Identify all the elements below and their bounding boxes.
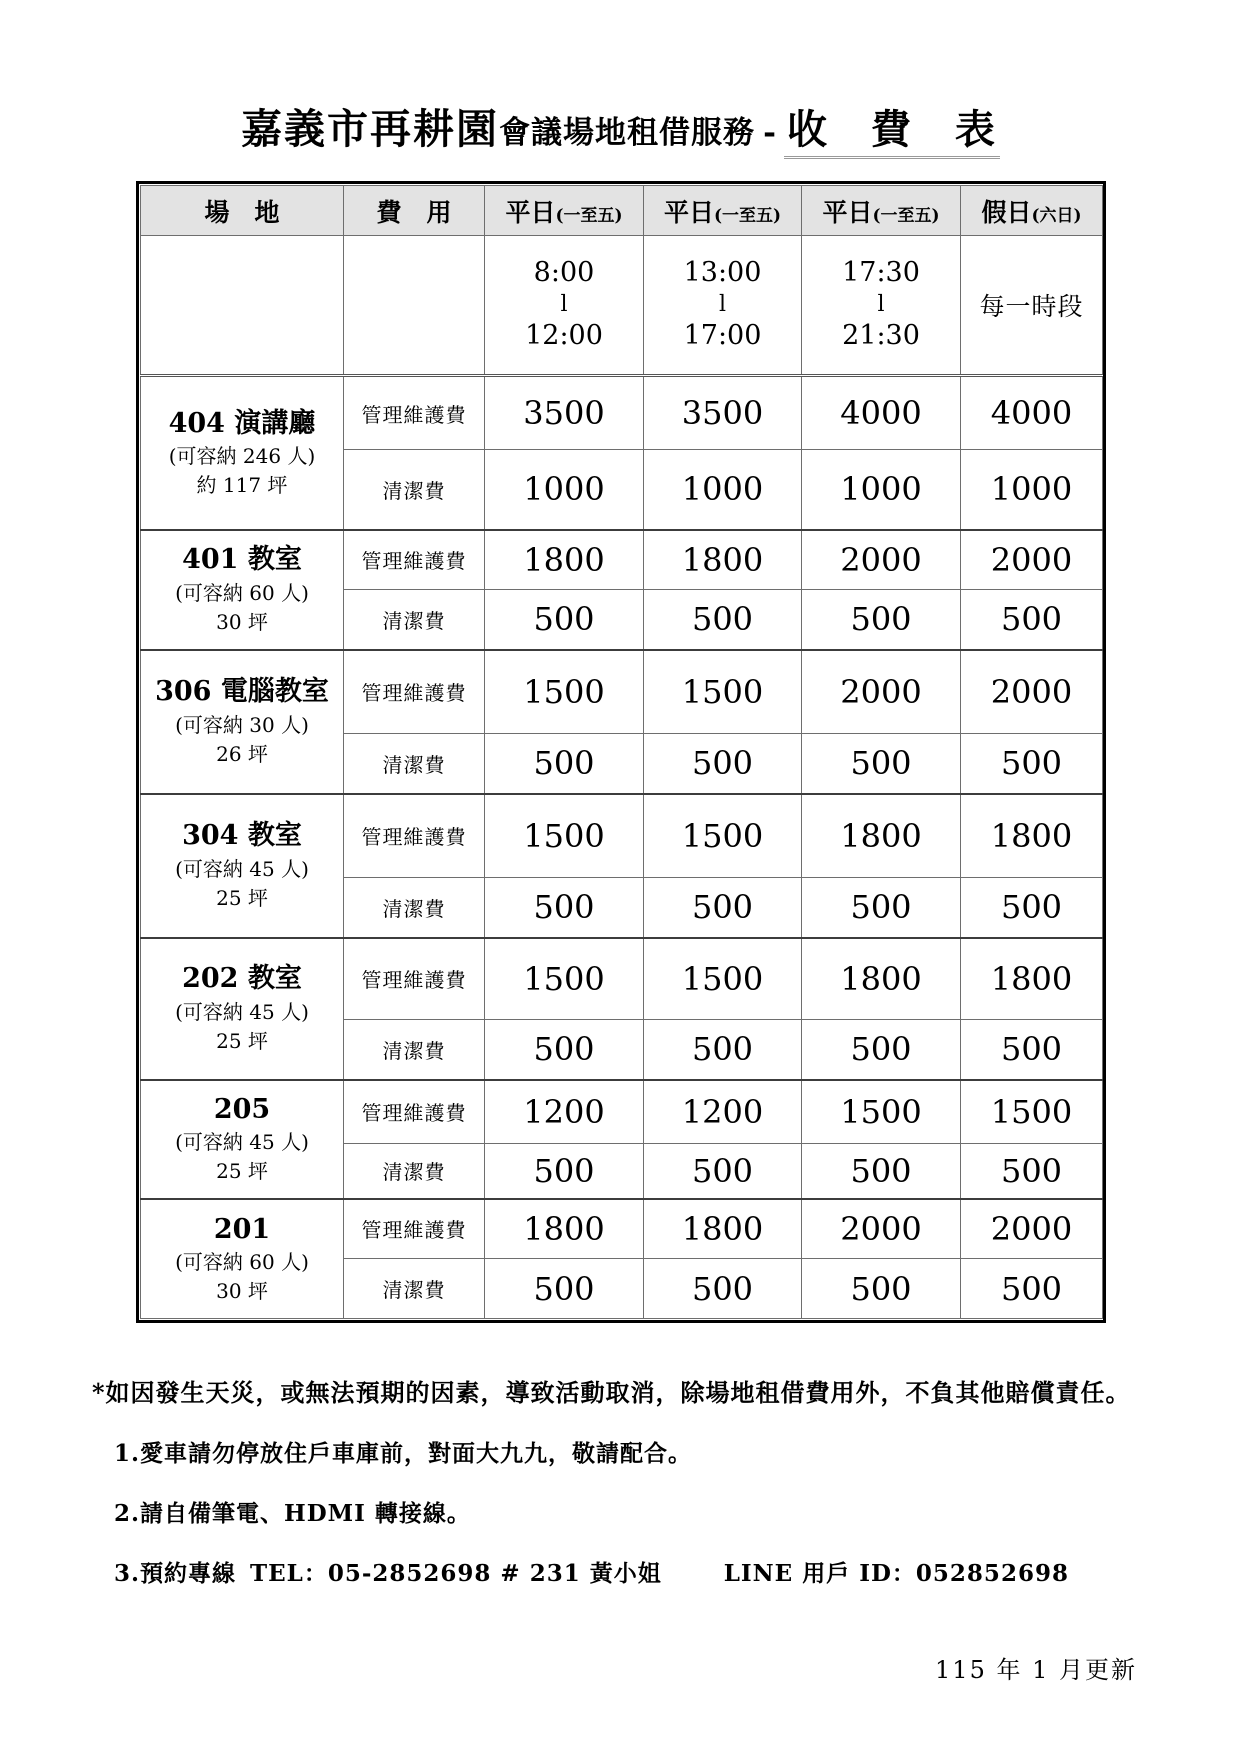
fee-type-label: 管理維護費 xyxy=(344,1199,485,1259)
time-slot-afternoon xyxy=(644,236,802,376)
holiday-slot-label: 每一時段 xyxy=(979,292,1084,321)
fee-type-label: 管理維護費 xyxy=(344,794,485,878)
header-holiday-sub: (六日) xyxy=(1031,205,1082,226)
price-cell: 500 xyxy=(485,590,644,650)
price-cell: 500 xyxy=(485,1020,644,1080)
time-end: 12:00 xyxy=(525,320,603,352)
update-date: 115 年 1 月更新 xyxy=(935,1656,1137,1684)
room-name: 201 xyxy=(213,1213,271,1245)
venue-cell-404 xyxy=(141,376,344,530)
room-name: 401 教室 xyxy=(182,544,302,576)
room-area: 26 坪 xyxy=(216,741,268,766)
room-area: 25 坪 xyxy=(216,1028,268,1053)
price-cell: 500 xyxy=(802,878,961,938)
fee-type-label: 清潔費 xyxy=(344,590,485,650)
price-cell: 500 xyxy=(644,1144,802,1199)
room-area: 30 坪 xyxy=(216,1278,268,1303)
booking-phone: TEL：05-2852698 # 231 黃小姐 xyxy=(250,1560,662,1587)
time-slot-row xyxy=(141,236,1103,376)
price-cell: 1000 xyxy=(485,450,644,530)
price-cell: 500 xyxy=(485,878,644,938)
price-cell: 4000 xyxy=(802,376,961,450)
price-cell: 1200 xyxy=(644,1080,802,1144)
fee-type-label: 清潔費 xyxy=(344,734,485,794)
time-empty-fee xyxy=(344,236,485,376)
title-organization: 嘉義市再耕園 xyxy=(241,105,500,153)
price-cell: 500 xyxy=(802,1144,961,1199)
price-cell: 500 xyxy=(961,878,1103,938)
disclaimer-note: *如因發生天災，或無法預期的因素，導致活動取消，除場地租借費用外，不負其他賠償責任。 xyxy=(92,1378,1131,1407)
room-area: 30 坪 xyxy=(216,609,268,634)
price-cell: 500 xyxy=(961,1259,1103,1319)
room-name: 205 xyxy=(213,1093,271,1125)
price-cell: 1800 xyxy=(961,938,1103,1020)
header-weekday-3-sub: (一至五) xyxy=(872,205,940,226)
header-fee: 費 用 xyxy=(344,186,485,236)
price-cell: 1500 xyxy=(485,938,644,1020)
price-cell: 1800 xyxy=(485,1199,644,1259)
title-service: 會議場地租借服務 xyxy=(499,115,756,151)
room-capacity: (可容納 30 人) xyxy=(175,712,309,737)
price-cell: 1800 xyxy=(802,938,961,1020)
page-title xyxy=(0,96,1241,155)
fee-type-label: 管理維護費 xyxy=(344,938,485,1020)
price-cell: 4000 xyxy=(961,376,1103,450)
time-separator: l xyxy=(560,291,568,317)
price-cell: 500 xyxy=(644,878,802,938)
fee-type-label: 清潔費 xyxy=(344,1020,485,1080)
price-cell: 500 xyxy=(644,590,802,650)
time-start: 17:30 xyxy=(842,257,920,289)
header-weekday-3 xyxy=(802,186,961,236)
room-capacity: (可容納 60 人) xyxy=(175,1249,309,1274)
header-holiday xyxy=(961,186,1103,236)
room-capacity: (可容納 45 人) xyxy=(175,999,309,1024)
time-empty-venue xyxy=(141,236,344,376)
price-cell: 500 xyxy=(644,734,802,794)
price-cell: 3500 xyxy=(644,376,802,450)
header-weekday-3-label: 平日 xyxy=(822,197,873,227)
fee-type-label: 管理維護費 xyxy=(344,1080,485,1144)
price-cell: 1000 xyxy=(644,450,802,530)
table-row xyxy=(141,794,1103,878)
price-cell: 500 xyxy=(802,1020,961,1080)
price-cell: 2000 xyxy=(802,1199,961,1259)
price-cell: 1500 xyxy=(802,1080,961,1144)
price-cell: 2000 xyxy=(961,530,1103,590)
venue-cell-401 xyxy=(141,530,344,650)
price-cell: 500 xyxy=(485,1259,644,1319)
room-capacity: (可容納 246 人) xyxy=(168,443,316,468)
header-venue: 場 地 xyxy=(141,186,344,236)
room-capacity: (可容納 45 人) xyxy=(175,1130,309,1155)
note-parking: 1.愛車請勿停放住戶車庫前，對面大九九，敬請配合。 xyxy=(114,1440,693,1467)
price-cell: 500 xyxy=(802,590,961,650)
room-name: 202 教室 xyxy=(182,963,302,995)
venue-cell-205 xyxy=(141,1080,344,1199)
title-doc-name: 收 費 表 xyxy=(784,106,1000,159)
time-start: 8:00 xyxy=(533,257,595,289)
booking-line-id: LINE 用戶 ID：052852698 xyxy=(723,1560,1069,1587)
price-cell: 1200 xyxy=(485,1080,644,1144)
price-cell: 500 xyxy=(485,1144,644,1199)
fee-type-label: 清潔費 xyxy=(344,1259,485,1319)
price-cell: 1000 xyxy=(961,450,1103,530)
price-cell: 500 xyxy=(961,590,1103,650)
price-cell: 500 xyxy=(644,1259,802,1319)
table-row xyxy=(141,938,1103,1020)
price-cell: 500 xyxy=(961,1144,1103,1199)
room-name: 304 教室 xyxy=(182,820,302,852)
price-cell: 500 xyxy=(644,1020,802,1080)
time-slot-holiday xyxy=(961,236,1103,376)
price-cell: 1500 xyxy=(485,794,644,878)
header-weekday-2-label: 平日 xyxy=(663,197,714,227)
price-cell: 1000 xyxy=(802,450,961,530)
price-cell: 1500 xyxy=(961,1080,1103,1144)
table-row xyxy=(141,530,1103,590)
note-equipment: 2.請自備筆電、HDMI 轉接線。 xyxy=(114,1500,471,1527)
time-slot-morning xyxy=(485,236,644,376)
price-cell: 1500 xyxy=(644,794,802,878)
price-cell: 1800 xyxy=(802,794,961,878)
header-weekday-1-label: 平日 xyxy=(505,197,556,227)
fee-type-label: 管理維護費 xyxy=(344,650,485,734)
room-name: 404 演講廳 xyxy=(168,407,316,439)
header-weekday-1-sub: (一至五) xyxy=(555,205,623,226)
price-cell: 1800 xyxy=(644,530,802,590)
price-cell: 500 xyxy=(802,1259,961,1319)
time-separator: l xyxy=(718,291,727,317)
fee-table xyxy=(140,185,1103,1319)
price-cell: 1800 xyxy=(485,530,644,590)
price-cell: 1500 xyxy=(644,938,802,1020)
table-row xyxy=(141,650,1103,734)
table-header-row xyxy=(141,186,1103,236)
time-slot-evening xyxy=(802,236,961,376)
header-holiday-label: 假日 xyxy=(981,197,1032,227)
price-cell: 500 xyxy=(802,734,961,794)
header-weekday-1 xyxy=(485,186,644,236)
header-weekday-2 xyxy=(644,186,802,236)
price-cell: 3500 xyxy=(485,376,644,450)
header-weekday-2-sub: (一至五) xyxy=(713,205,782,226)
room-area: 約 117 坪 xyxy=(196,472,288,497)
price-cell: 1500 xyxy=(644,650,802,734)
time-end: 21:30 xyxy=(842,320,920,352)
price-cell: 2000 xyxy=(802,650,961,734)
venue-cell-201 xyxy=(141,1199,344,1319)
fee-table-frame xyxy=(136,181,1106,1323)
title-dash: - xyxy=(763,115,776,151)
room-area: 25 坪 xyxy=(216,885,268,910)
fee-type-label: 管理維護費 xyxy=(344,376,485,450)
room-area: 25 坪 xyxy=(216,1159,268,1184)
booking-prefix: 3.預約專線 xyxy=(114,1560,237,1587)
table-row xyxy=(141,376,1103,450)
room-capacity: (可容納 45 人) xyxy=(175,856,309,881)
price-cell: 2000 xyxy=(961,650,1103,734)
price-cell: 1800 xyxy=(961,794,1103,878)
time-separator: l xyxy=(877,291,885,317)
price-cell: 500 xyxy=(485,734,644,794)
price-cell: 2000 xyxy=(961,1199,1103,1259)
room-name: 306 電腦教室 xyxy=(155,676,329,708)
table-row xyxy=(141,1199,1103,1259)
venue-cell-202 xyxy=(141,938,344,1080)
fee-type-label: 清潔費 xyxy=(344,1144,485,1199)
fee-type-label: 清潔費 xyxy=(344,450,485,530)
price-cell: 1800 xyxy=(644,1199,802,1259)
footer-notes xyxy=(0,1373,1241,1588)
fee-type-label: 清潔費 xyxy=(344,878,485,938)
fee-type-label: 管理維護費 xyxy=(344,530,485,590)
table-row xyxy=(141,1080,1103,1144)
note-booking xyxy=(114,1555,1241,1588)
time-end: 17:00 xyxy=(683,320,762,352)
room-capacity: (可容納 60 人) xyxy=(175,580,309,605)
venue-cell-306 xyxy=(141,650,344,794)
price-cell: 500 xyxy=(961,1020,1103,1080)
time-start: 13:00 xyxy=(683,257,762,289)
price-cell: 1500 xyxy=(485,650,644,734)
venue-cell-304 xyxy=(141,794,344,938)
price-cell: 2000 xyxy=(802,530,961,590)
price-cell: 500 xyxy=(961,734,1103,794)
